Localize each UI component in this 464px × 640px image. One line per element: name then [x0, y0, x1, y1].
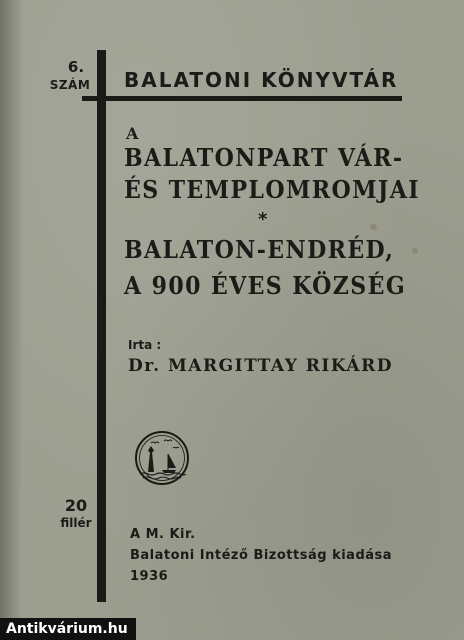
- series-number: 6.: [67, 58, 85, 76]
- publication-year: 1936: [130, 569, 169, 584]
- stain: [370, 224, 377, 230]
- price-amount: 20: [64, 496, 88, 515]
- vertical-rule: [97, 50, 106, 602]
- title-part-1-line-1: BALATONPART VÁR-: [124, 143, 404, 172]
- series-name: BALATONI KÖNYVTÁR: [124, 68, 399, 92]
- publisher-line-2: Balatoni Intéző Bizottság kiadása: [130, 548, 393, 563]
- title-part-2-line-2: A 900 ÉVES KÖZSÉG: [124, 271, 407, 300]
- title-article: A: [126, 124, 139, 143]
- author-label: Irta :: [128, 338, 162, 352]
- series-number-label: SZÁM: [49, 78, 91, 92]
- title-part-2: [124, 232, 406, 304]
- horizontal-rule: [82, 96, 402, 101]
- spine-edge: [0, 0, 22, 640]
- author-name: Dr. MARGITTAY RIKÁRD: [128, 356, 393, 376]
- stain: [412, 248, 418, 254]
- lighthouse-sailboat-emblem-icon: [134, 430, 190, 486]
- title-part-1: [124, 142, 420, 206]
- title-part-2-line-1: BALATON-ENDRÉD,: [124, 235, 395, 264]
- publisher-line-1: A M. Kir.: [130, 527, 196, 542]
- title-separator: *: [258, 209, 268, 230]
- title-part-1-line-2: ÉS TEMPLOMROMJAI: [124, 175, 420, 204]
- watermark: Antikvárium.hu: [0, 618, 136, 640]
- price-unit: fillér: [60, 516, 92, 530]
- publisher-block: [130, 524, 392, 587]
